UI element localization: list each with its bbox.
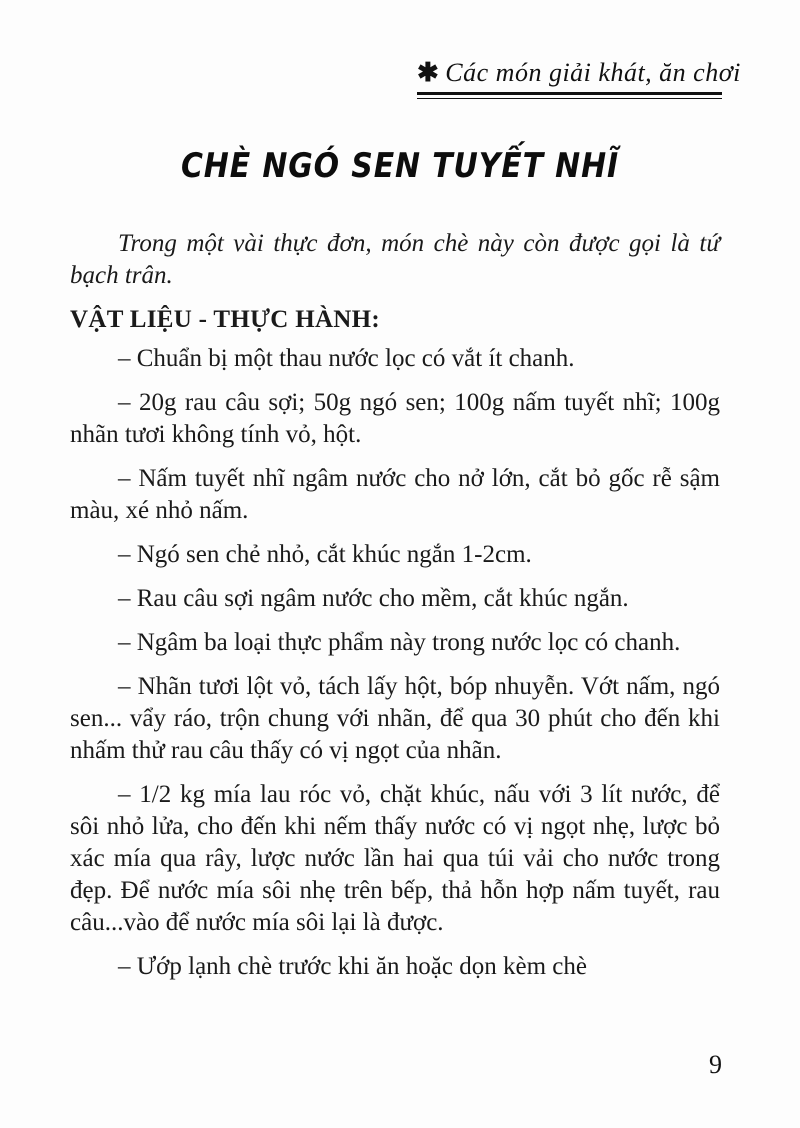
step-paragraph: – 20g rau câu sợi; 50g ngó sen; 100g nấm tuyết nhĩ; 100g nhãn tươi không tính vỏ, hột. [70, 389, 720, 448]
header-rule-thick [417, 92, 722, 95]
recipe-title: CHÈ NGÓ SEN TUYẾT NHĨ [180, 146, 620, 186]
step-paragraph: – 1/2 kg mía lau róc vỏ, chặt khúc, nấu với 3 lít nước, để sôi nhỏ lửa, cho đến khi nếm thấy nước có vị ngọt nhẹ, lược bỏ xác mía qua rây, lược nước lần hai qua túi vải cho nước trong đẹp. Để nước mía sôi nhẹ trên bếp, thả hỗn hợp nấm tuyết, rau câu...vào để nước mía sôi lại là được. [70, 781, 720, 936]
asterisk-icon: ✱ [417, 58, 440, 87]
running-header [417, 58, 741, 99]
section-heading: VẬT LIỆU - THỰC HÀNH: [70, 306, 381, 333]
step-paragraph: – Ngó sen chẻ nhỏ, cắt khúc ngắn 1-2cm. [118, 541, 532, 568]
intro-paragraph: Trong một vài thực đơn, món chè này còn được gọi là tứ bạch trân. [70, 230, 720, 289]
header-rule-thin [417, 98, 722, 99]
step-paragraph: – Ngâm ba loại thực phẩm này trong nước lọc có chanh. [118, 629, 681, 656]
step-paragraph: – Nấm tuyết nhĩ ngâm nước cho nở lớn, cắt bỏ gốc rễ sậm màu, xé nhỏ nấm. [70, 465, 720, 524]
step-paragraph: – Ướp lạnh chè trước khi ăn hoặc dọn kèm chè [118, 953, 587, 980]
recipe-body [70, 228, 720, 995]
step-paragraph: – Chuẩn bị một thau nước lọc có vắt ít chanh. [118, 345, 575, 372]
step-paragraph: – Nhãn tươi lột vỏ, tách lấy hột, bóp nhuyễn. Vớt nấm, ngó sen... vẩy ráo, trộn chung với nhãn, để qua 30 phút cho đến khi nhấm thử rau câu thấy có vị ngọt của nhãn. [70, 673, 720, 764]
chapter-title: Các món giải khát, ăn chơi [445, 58, 741, 87]
page-number: 9 [709, 1050, 722, 1079]
running-header-text [417, 58, 741, 88]
step-paragraph: – Rau câu sợi ngâm nước cho mềm, cắt khúc ngắn. [118, 585, 629, 612]
